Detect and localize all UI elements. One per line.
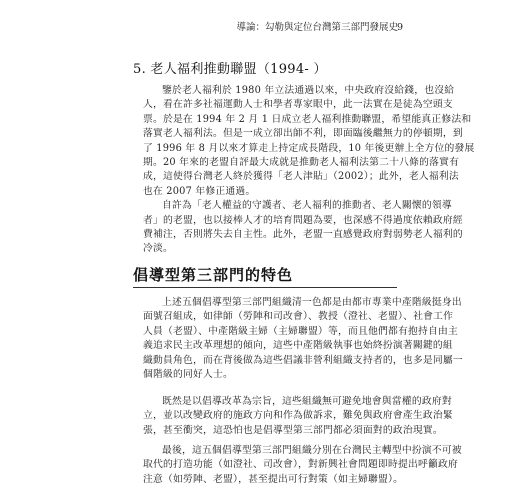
paragraph-line: 張，甚至衝突，這恐怕也是倡導型第三部門都必須面對的政治現實。 (143, 424, 443, 436)
paragraph-line: 自許為「老人權益的守護者、老人福利的推動者、老人關懷的領導 (162, 200, 452, 212)
paragraph-line: 注意（如勞陣、老盟），甚至提出可行對策（如主婦聯盟）。 (143, 473, 404, 485)
paragraph-line: 個階級的同好人士。 (143, 369, 233, 381)
paragraph-line: 人員（老盟）、中產階級主婦（主婦聯盟）等，而且他們都有抱持自由主 (143, 325, 458, 337)
section-heading: 5. 老人福利推動聯盟（1994- ） (133, 62, 327, 77)
body-paragraph (143, 296, 463, 382)
paragraph-line: 鑒於老人福利於 1980 年立法通過以來，中央政府沒給錢，也沒給 (162, 85, 455, 96)
paragraph-line: 期。20 年來的老盟自評最大成就是推動老人福利法第二十八條的落實有 (143, 157, 460, 169)
paragraph-line: 也在 2007 年修正通過。 (143, 185, 256, 197)
chapter-section-heading: 倡導型第三部門的特色 (133, 266, 294, 284)
paragraph-line: 了 1996 年 8 月以來才算走上持定成長階段，10 年後更辦上全方位的發展 (143, 142, 475, 154)
paragraph-line: 上述五個倡導型第三部門組織清一色都是由都市專業中產階級挺身出 (162, 297, 462, 308)
heading-underline (133, 287, 397, 288)
paragraph-line: 立，並以改變政府的施政方向和作為做訴求，難免與政府會產生政治緊 (143, 410, 453, 422)
paragraph-line: 織動員角色，而在背後做為這些倡議非營利組織支持者的，也多是同屬一 (143, 354, 463, 366)
paragraph-line: 票。於是在 1994 年 2 月 1 日成立老人福利推動聯盟，希望能真正修法和 (143, 113, 472, 125)
paragraph-line: 取代的打造功能（如澄社、司改會），對新興社會問題即時提出呼籲政府 (143, 459, 458, 471)
paragraph-line: 者」的老盟，也以接棒人才的培育問題為要，也深感不得過度依賴政府經 (143, 214, 463, 226)
body-paragraph (143, 395, 453, 438)
body-paragraph (143, 84, 475, 257)
running-head-title: 導論：勾勒與定位台灣第三部門發展史 (236, 22, 398, 33)
paragraph-line: 落實老人福利法。但是一成立卻出師不利，即面臨後繼無力的停頓期，到 (143, 128, 463, 140)
paragraph-line: 既然是以倡導改革為宗旨，這些組織無可避免地會與當權的政府對 (162, 396, 452, 407)
page-number: 9 (396, 22, 403, 33)
paragraph-line: 冷淡。 (143, 243, 173, 255)
paragraph-line: 人，看在許多社福運動人士和學者專家眼中，此一法實在是徒為空頭支 (143, 99, 453, 111)
paragraph-line: 成，這使得台灣老人終於獲得「老人津貼」（2002）；此外，老人福利法 (143, 171, 459, 183)
paragraph-line: 面號召組成，如律師（勞陣和司改會）、教授（澄社、老盟）、社會工作 (143, 311, 454, 323)
paragraph-line: 費補注，否則將失去自主性。此外，老盟一直感覺政府對弱勢老人福利的 (143, 229, 463, 241)
paragraph-line: 最後，這五個倡導型第三部門組織分別在台灣民主轉型中扮演不可被 (162, 445, 462, 456)
body-paragraph (143, 444, 462, 487)
paragraph-line: 義追求民主改革理想的傾向，這些中產階級執事也始終扮演著關鍵的組 (143, 340, 453, 352)
